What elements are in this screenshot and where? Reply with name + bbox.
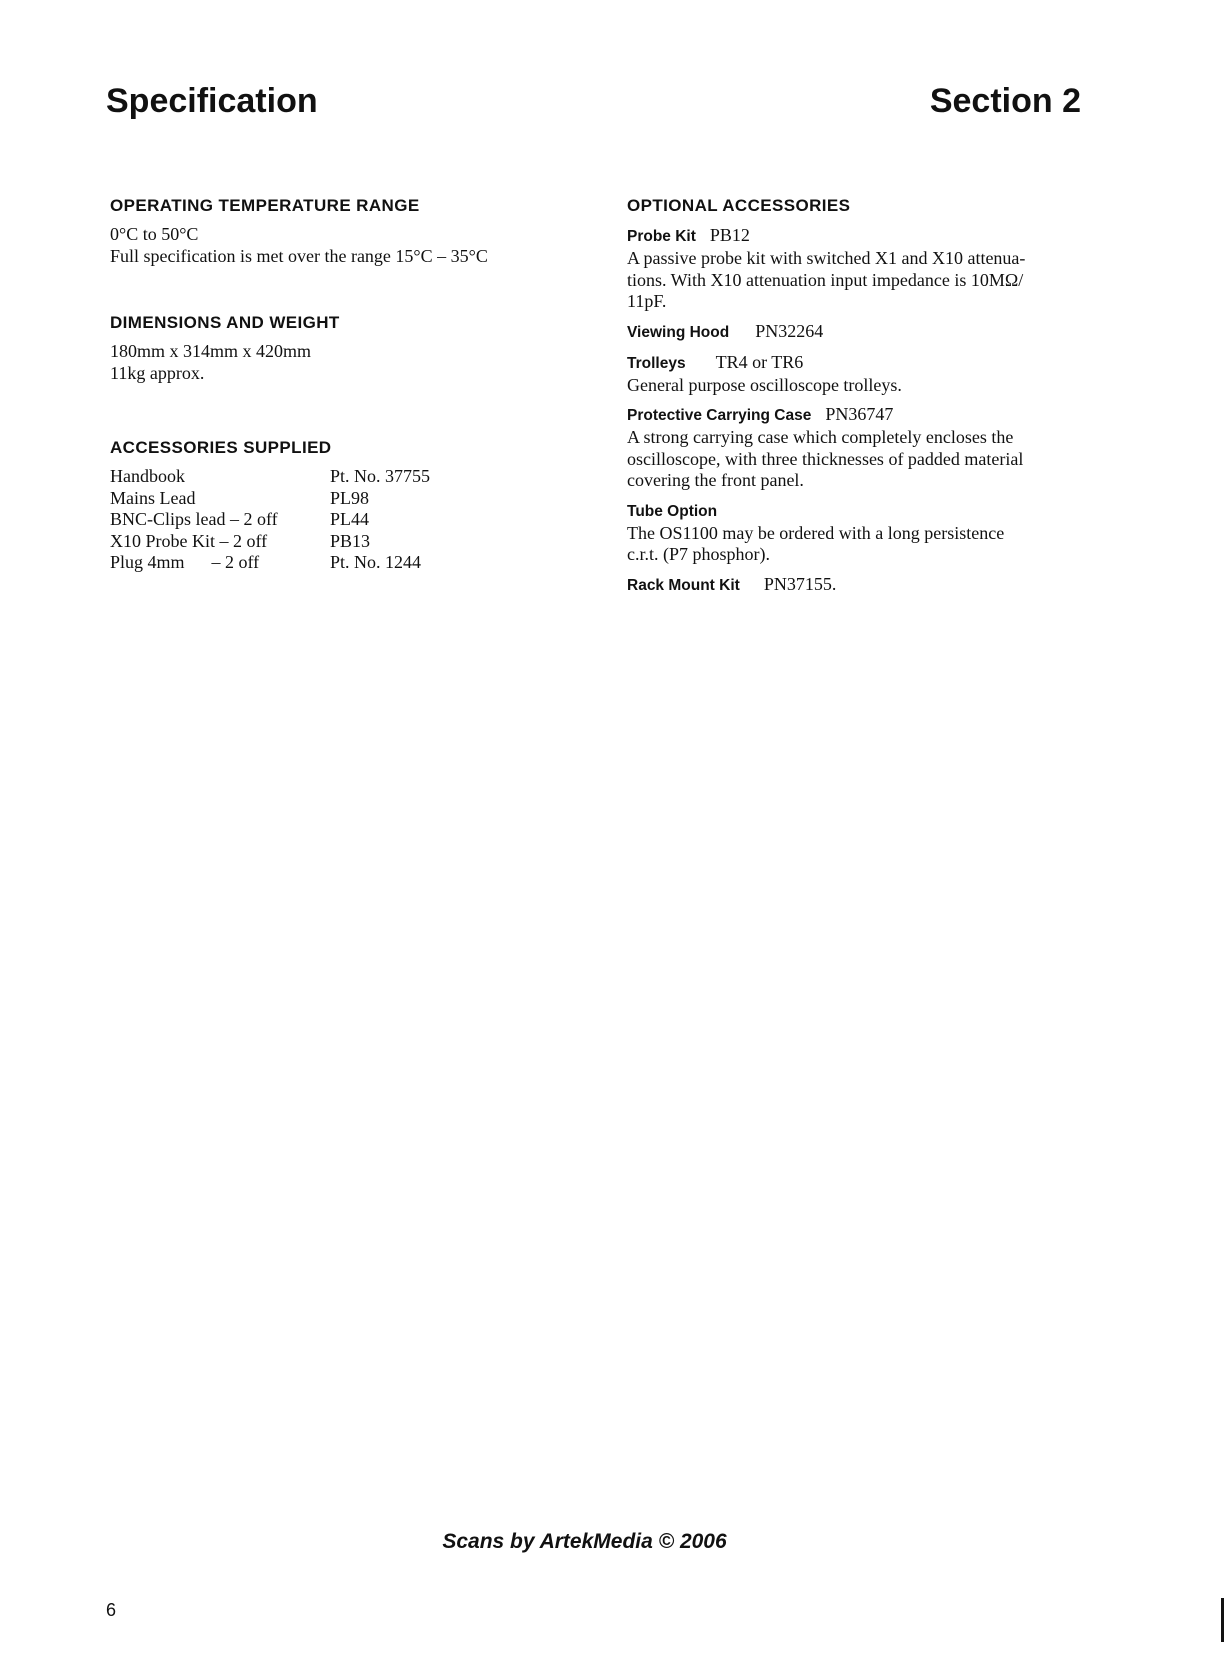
temperature-range: 0°C to 50°C bbox=[110, 224, 199, 244]
item-description-line: General purpose oscilloscope trolleys. bbox=[627, 374, 902, 395]
accessories-supplied-section bbox=[110, 438, 590, 574]
optional-item-carrying-case bbox=[627, 403, 1097, 492]
table-row bbox=[110, 509, 530, 531]
dimensions-value: 180mm x 314mm x 420mm bbox=[110, 341, 312, 361]
left-column bbox=[110, 196, 590, 574]
section-heading: OPTIONAL ACCESSORIES bbox=[627, 196, 851, 215]
page-number: 6 bbox=[106, 1600, 117, 1620]
section-number: Section 2 bbox=[929, 82, 1081, 120]
item-label: Trolleys bbox=[627, 354, 686, 372]
item-label: Protective Carrying Case bbox=[627, 407, 812, 424]
accessories-table bbox=[110, 466, 530, 574]
optional-item-rack-mount-kit bbox=[627, 573, 1097, 597]
accessory-name: Mains Lead bbox=[110, 487, 196, 508]
accessory-name: X10 Probe Kit – 2 off bbox=[110, 530, 268, 551]
page-edge-mark bbox=[1221, 1598, 1224, 1642]
section-heading: ACCESSORIES SUPPLIED bbox=[110, 438, 332, 457]
item-label: Probe Kit bbox=[627, 228, 696, 245]
item-code: PN37155. bbox=[763, 573, 837, 594]
weight-value: 11kg approx. bbox=[110, 362, 205, 383]
temperature-spec-note: Full specification is met over the range 15°C – 35°C bbox=[110, 245, 488, 266]
scan-credit: Scans by ArtekMedia © 2006 bbox=[442, 1530, 727, 1553]
optional-item-tube-option bbox=[627, 499, 1097, 566]
item-code: PN36747 bbox=[825, 404, 894, 424]
table-row bbox=[110, 552, 530, 574]
section-heading: DIMENSIONS AND WEIGHT bbox=[110, 313, 340, 332]
accessory-part-number: Pt. No. 37755 bbox=[330, 466, 431, 486]
item-description-line: A strong carrying case which completely encloses the bbox=[627, 427, 1014, 447]
accessory-name: BNC-Clips lead – 2 off bbox=[110, 509, 278, 529]
operating-temperature-section bbox=[110, 196, 590, 267]
accessory-part-number: PL98 bbox=[330, 487, 370, 508]
item-description-line: 11pF. bbox=[627, 291, 667, 311]
table-row bbox=[110, 488, 530, 510]
item-description-line: The OS1100 may be ordered with a long persistence bbox=[627, 522, 1005, 543]
item-label: Tube Option bbox=[627, 502, 718, 520]
table-row bbox=[110, 466, 530, 488]
table-row bbox=[110, 531, 530, 553]
accessory-name: Handbook bbox=[110, 466, 185, 486]
item-code: PB12 bbox=[709, 225, 750, 245]
item-label: Viewing Hood bbox=[627, 323, 730, 341]
item-code: TR4 or TR6 bbox=[715, 351, 804, 372]
item-label: Rack Mount Kit bbox=[627, 576, 740, 594]
accessory-part-number: PB13 bbox=[330, 530, 371, 551]
accessory-part-number: PL44 bbox=[330, 509, 370, 529]
right-column bbox=[627, 196, 1097, 604]
item-description-line: A passive probe kit with switched X1 and X10 attenua- bbox=[627, 248, 1026, 268]
item-code: PN32264 bbox=[755, 320, 824, 341]
page-title: Specification bbox=[106, 82, 318, 120]
item-description-line: oscilloscope, with three thicknesses of padded material bbox=[627, 448, 1024, 469]
accessory-part-number: Pt. No. 1244 bbox=[330, 552, 422, 572]
item-description-line: covering the front panel. bbox=[627, 470, 804, 490]
dimensions-section bbox=[110, 313, 590, 384]
optional-item-viewing-hood bbox=[627, 320, 1097, 344]
optional-item-probe-kit bbox=[627, 224, 1097, 313]
accessory-name: Plug 4mm – 2 off bbox=[110, 552, 260, 572]
optional-item-trolleys bbox=[627, 351, 1097, 397]
section-heading: OPERATING TEMPERATURE RANGE bbox=[110, 196, 420, 215]
item-description-line: tions. With X10 attenuation input impedance is 10MΩ/ bbox=[627, 269, 1024, 290]
item-description-line: c.r.t. (P7 phosphor). bbox=[627, 544, 770, 564]
